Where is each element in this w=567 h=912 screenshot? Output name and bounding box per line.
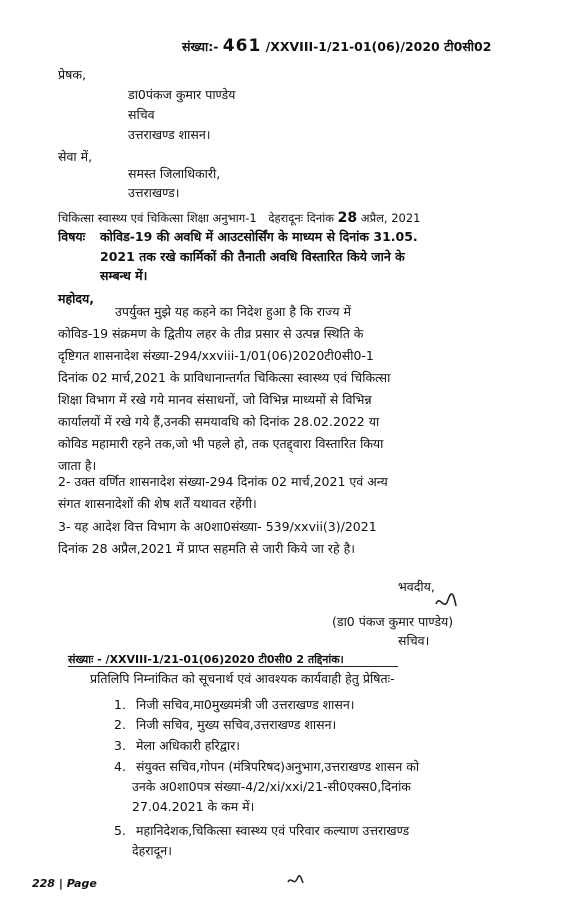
copy-item-text: संयुक्त सचिव,गोपन (मंत्रिपरिषद)अनुभाग,उत्तराखण्ड शासन को [135,759,420,774]
ref-handwritten-number: 461 [222,36,262,56]
para3-line: 3- यह आदेश वित्त विभाग के अ0शा0संख्या- 539/xxvii(3)/2021 [58,519,377,534]
ref-prefix: संख्या:- [182,39,219,54]
copy-ref-underline [68,666,398,667]
page-number: 228 [32,877,55,890]
para1-line: दिनांक 02 मार्च,2021 के प्राविधानान्तर्गत चिकित्सा स्वास्थ्य एवं चिकित्सा [58,370,391,385]
copy-item-2 [114,716,336,733]
copy-item-5-line-2: देहरादून। [132,843,172,858]
initials-scribble [285,870,305,890]
copy-item-num: 5. [114,823,126,838]
para1-line: शिक्षा विभाग में रखे गये मानव संसाधनों, जो विभिन्न माध्यमों से विभिन्न [58,392,372,407]
copy-item-text: महानिदेशक,चिकित्सा स्वास्थ्य एवं परिवार कल्याण उत्तराखण्ड [135,823,410,838]
signature-closing: भवदीय, [398,579,435,594]
subject-line-1: कोविड-19 की अवधि में आउटसोर्सिंग के माध्यम से दिनांक 31.05. [100,229,418,244]
sender-title: सचिव [128,107,155,122]
signature-title: सचिव। [398,633,430,648]
page-separator: | [58,877,63,890]
copy-ref-line: संख्याः - /XXVIII-1/21-01(06)2020 टी0सी0 2 तद्दिनांक। [68,653,344,666]
para1-line: कार्यालयों में रखे गये हैं,उनकी समयावधि को दिनांक 28.02.2022 या [58,414,380,429]
copy-item-4 [114,758,419,775]
date-rest: अप्रैल, 2021 [360,211,421,225]
copy-item-5 [114,822,409,839]
sender-name: डा0पंकज कुमार पाण्डेय [128,87,236,102]
copy-item-text: निजी सचिव, मुख्य सचिव,उत्तराखण्ड शासन। [135,717,337,732]
subject-line-2: 2021 तक रखे कार्मिकों की तैनाती अवधि विस्तारित किये जाने के [100,249,405,264]
ref-number [182,36,491,56]
para2-line: संगत शासनादेशों की शेष शर्तें यथावत रहेंगी। [58,496,257,511]
recipient-place: उत्तराखण्ड। [128,185,180,200]
copy-item-4-line-2: उनके अ0शा0पत्र संख्या-4/2/xi/xxi/21-सी0एक्स0,दिनांक [132,779,411,794]
copy-item-4-line-3: 27.04.2021 के कम में। [132,799,255,814]
copy-item-3 [114,737,240,754]
copy-item-num: 2. [114,717,126,732]
section-line [58,210,421,226]
sender-label: प्रेषक, [58,67,86,82]
copy-item-1 [114,696,355,713]
para1-line: जाता है। [58,458,97,473]
date-day: 28 [337,210,358,226]
salutation: महोदय, [58,291,94,306]
copy-item-num: 3. [114,738,126,753]
recipient-label: सेवा में, [58,149,93,164]
subject-line-3: सम्बन्ध में। [100,268,148,283]
para1-line: कोविड-19 संक्रमण के द्वितीय लहर के तीव्र प्रसार से उत्पन्न स्थिति के [58,326,364,341]
copy-item-num: 1. [114,697,126,712]
para3-line: दिनांक 28 अप्रैल,2021 में प्राप्त सहमति से जारी किये जा रहे है। [58,541,355,556]
page-footer [32,877,97,890]
signature-scribble [434,590,458,614]
para2-line: 2- उक्त वर्णित शासनादेश संख्या-294 दिनांक 02 मार्च,2021 एवं अन्य [58,474,388,489]
copy-item-num: 4. [114,759,126,774]
page-label: Page [66,877,97,890]
para1-line: उपर्युक्त मुझे यह कहने का निदेश हुआ है कि राज्य में [115,304,352,319]
ref-suffix: /XXVIII-1/21-01(06)/2020 टी0सी02 [265,39,492,54]
copy-item-text: निजी सचिव,मा0मुख्यमंत्री जी उत्तराखण्ड शासन। [135,697,355,712]
copy-item-text: मेला अधिकारी हरिद्वार। [135,738,241,753]
signature-name: (डा0 पंकज कुमार पाण्डेय) [332,614,454,629]
para1-line: दृष्टिगत शासनादेश संख्या-294/xxviii-1/01(06)2020टी0सी0-1 [58,348,374,363]
copy-intro: प्रतिलिपि निम्नांकित को सूचनार्थ एवं आवश्यक कार्यवाही हेतु प्रेषितः- [90,671,395,686]
para1-line: कोविड महामारी रहने तक,जो भी पहले हो, तक एतद्द्वारा विस्तारित किया [58,436,384,451]
section-name: चिकित्सा स्वास्थ्य एवं चिकित्सा शिक्षा अनुभाग-1 [58,211,257,225]
sender-org: उत्तराखण्ड शासन। [128,127,211,142]
subject-label: विषयः [58,229,86,244]
recipient-name: समस्त जिलाधिकारी, [128,166,221,181]
date-prefix: देहरादूनः दिनांक [268,211,334,225]
